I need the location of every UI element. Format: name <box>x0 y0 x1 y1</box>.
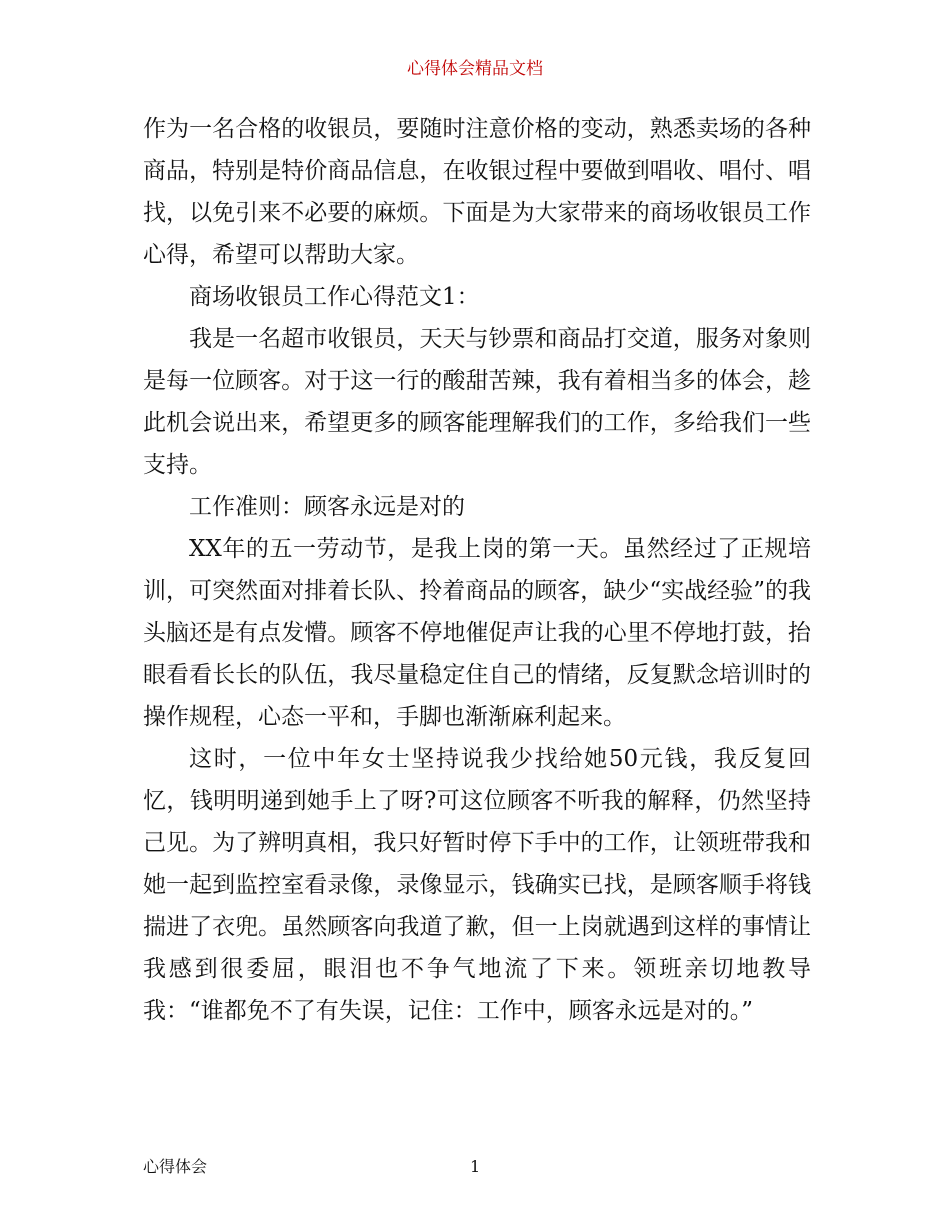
document-body <box>143 108 811 1032</box>
document-header-title: 心得体会精品文档 <box>407 59 543 79</box>
footer-label: 心得体会 <box>143 1157 208 1176</box>
body-paragraph: 这时，一位中年女士坚持说我少找给她50元钱，我反复回忆，钱明明递到她手上了呀?可这位顾客不听我的解释，仍然坚持己见。为了辨明真相，我只好暂时停下手中的工作，让领班带我和她一起到监控室看录像，录像显示，钱确实已找，是顾客顺手将钱揣进了衣兜。虽然顾客向我道了歉，但一上岗就遇到这样的事情让我感到很委屈，眼泪也不争气地流了下来。领班亲切地教导我：“谁都免不了有失误，记住：工作中，顾客永远是对的。” <box>143 746 811 1024</box>
section-title: 商场收银员工作心得范文1： <box>189 284 480 310</box>
document-footer <box>143 1156 811 1178</box>
body-paragraph: 我是一名超市收银员，天天与钞票和商品打交道，服务对象则是每一位顾客。对于这一行的酸甜苦辣，我有着相当多的体会，趁此机会说出来，希望更多的顾客能理解我们的工作，多给我们一些支持。 <box>143 326 811 478</box>
subsection-title: 工作准则：顾客永远是对的 <box>189 494 465 520</box>
page-number: 1 <box>470 1157 481 1176</box>
intro-paragraph: 作为一名合格的收银员，要随时注意价格的变动，熟悉卖场的各种商品，特别是特价商品信息，在收银过程中要做到唱收、唱付、唱找，以免引来不必要的麻烦。下面是为大家带来的商场收银员工作心得，希望可以帮助大家。 <box>143 116 811 268</box>
body-paragraph: XX年的五一劳动节，是我上岗的第一天。虽然经过了正规培训，可突然面对排着长队、拎着商品的顾客，缺少“实战经验”的我头脑还是有点发懵。顾客不停地催促声让我的心里不停地打鼓，抬眼看看长长的队伍，我尽量稳定住自己的情绪，反复默念培训时的操作规程，心态一平和，手脚也渐渐麻利起来。 <box>143 536 811 730</box>
